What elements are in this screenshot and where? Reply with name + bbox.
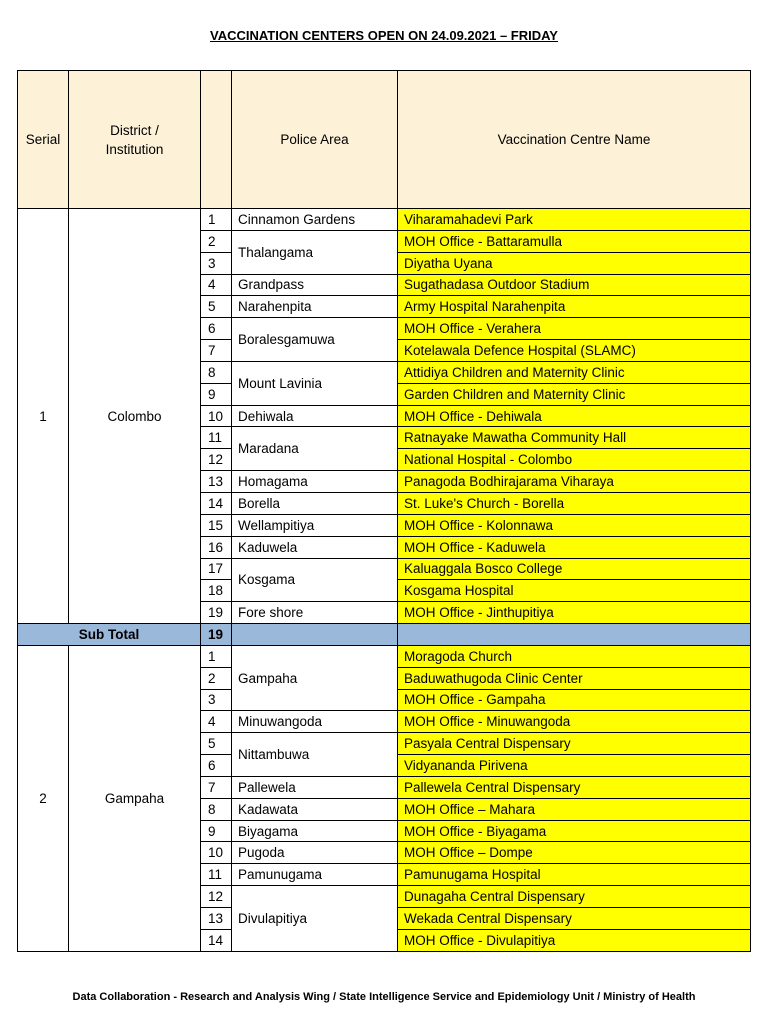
- centre-name: Pamunugama Hospital: [398, 864, 751, 886]
- centre-name: Attidiya Children and Maternity Clinic: [398, 362, 751, 384]
- police-area: Kosgama: [232, 559, 398, 603]
- centre-name: MOH Office - Jinthupitiya: [398, 602, 751, 624]
- centre-number: 9: [201, 821, 232, 843]
- centre-name: Ratnayake Mawatha Community Hall: [398, 427, 751, 449]
- police-area: Pallewela: [232, 777, 398, 799]
- header-district-line1: District /: [110, 122, 159, 138]
- subtotal-centre: [398, 624, 751, 646]
- centre-name: Pasyala Central Dispensary: [398, 733, 751, 755]
- centre-number: 7: [201, 777, 232, 799]
- district-name: Gampaha: [69, 646, 201, 952]
- centre-number: 8: [201, 362, 232, 384]
- header-district: [69, 70, 201, 209]
- centre-name: Sugathadasa Outdoor Stadium: [398, 275, 751, 297]
- centre-number: 3: [201, 690, 232, 712]
- centre-name: Wekada Central Dispensary: [398, 908, 751, 930]
- centre-name: MOH Office - Divulapitiya: [398, 930, 751, 952]
- centre-number: 11: [201, 864, 232, 886]
- police-area: Grandpass: [232, 275, 398, 297]
- police-area: Pamunugama: [232, 864, 398, 886]
- centre-number: 16: [201, 537, 232, 559]
- centre-number: 12: [201, 886, 232, 908]
- header-police-area: Police Area: [232, 70, 398, 209]
- district-serial: 1: [17, 209, 69, 624]
- centre-number: 2: [201, 231, 232, 253]
- page-title: VACCINATION CENTERS OPEN ON 24.09.2021 – FRIDAY: [210, 28, 558, 43]
- centre-number: 13: [201, 908, 232, 930]
- centre-number: 4: [201, 275, 232, 297]
- centre-number: 17: [201, 559, 232, 581]
- police-area: Homagama: [232, 471, 398, 493]
- centre-name: Army Hospital Narahenpita: [398, 296, 751, 318]
- vaccination-centres-table: [17, 70, 751, 949]
- centre-name: Kosgama Hospital: [398, 580, 751, 602]
- centre-number: 4: [201, 711, 232, 733]
- police-area: Wellampitiya: [232, 515, 398, 537]
- district-name: Colombo: [69, 209, 201, 624]
- centre-number: 14: [201, 930, 232, 952]
- header-district-line2: Institution: [105, 141, 164, 157]
- centre-name: Diyatha Uyana: [398, 253, 751, 275]
- centre-name: MOH Office - Gampaha: [398, 690, 751, 712]
- centre-number: 6: [201, 318, 232, 340]
- police-area: Pugoda: [232, 842, 398, 864]
- header-centre-name: Vaccination Centre Name: [398, 70, 751, 209]
- header-number: [201, 70, 232, 209]
- footer-credit: Data Collaboration - Research and Analysis Wing / State Intelligence Service and Epidemiology Unit / Ministry of Health: [72, 991, 696, 1003]
- centre-number: 6: [201, 755, 232, 777]
- police-area: Thalangama: [232, 231, 398, 275]
- centre-number: 9: [201, 384, 232, 406]
- police-area: Fore shore: [232, 602, 398, 624]
- centre-name: Dunagaha Central Dispensary: [398, 886, 751, 908]
- centre-name: St. Luke's Church - Borella: [398, 493, 751, 515]
- subtotal-police-area: [232, 624, 398, 646]
- centre-number: 3: [201, 253, 232, 275]
- centre-number: 1: [201, 646, 232, 668]
- police-area: Mount Lavinia: [232, 362, 398, 406]
- centre-name: MOH Office - Kaduwela: [398, 537, 751, 559]
- district-serial: 2: [17, 646, 69, 952]
- police-area: Biyagama: [232, 821, 398, 843]
- centre-number: 14: [201, 493, 232, 515]
- centre-name: MOH Office - Battaramulla: [398, 231, 751, 253]
- centre-number: 12: [201, 449, 232, 471]
- centre-name: MOH Office – Dompe: [398, 842, 751, 864]
- centre-number: 18: [201, 580, 232, 602]
- centre-name: Pallewela Central Dispensary: [398, 777, 751, 799]
- centre-name: MOH Office - Biyagama: [398, 821, 751, 843]
- centre-number: 8: [201, 799, 232, 821]
- centre-number: 11: [201, 427, 232, 449]
- police-area: Narahenpita: [232, 296, 398, 318]
- centre-number: 1: [201, 209, 232, 231]
- centre-name: MOH Office – Mahara: [398, 799, 751, 821]
- police-area: Maradana: [232, 427, 398, 471]
- centre-name: Kotelawala Defence Hospital (SLAMC): [398, 340, 751, 362]
- centre-name: Viharamahadevi Park: [398, 209, 751, 231]
- centre-name: Baduwathugoda Clinic Center: [398, 668, 751, 690]
- centre-number: 10: [201, 842, 232, 864]
- subtotal-label: Sub Total: [17, 624, 201, 646]
- centre-name: National Hospital - Colombo: [398, 449, 751, 471]
- centre-name: MOH Office - Kolonnawa: [398, 515, 751, 537]
- centre-number: 2: [201, 668, 232, 690]
- police-area: Cinnamon Gardens: [232, 209, 398, 231]
- centre-name: Vidyananda Pirivena: [398, 755, 751, 777]
- subtotal-count: 19: [201, 624, 232, 646]
- police-area: Kaduwela: [232, 537, 398, 559]
- police-area: Dehiwala: [232, 406, 398, 428]
- centre-name: MOH Office - Verahera: [398, 318, 751, 340]
- centre-number: 5: [201, 296, 232, 318]
- centre-name: MOH Office - Minuwangoda: [398, 711, 751, 733]
- centre-name: Garden Children and Maternity Clinic: [398, 384, 751, 406]
- police-area: Minuwangoda: [232, 711, 398, 733]
- centre-number: 13: [201, 471, 232, 493]
- police-area: Nittambuwa: [232, 733, 398, 777]
- police-area: Divulapitiya: [232, 886, 398, 952]
- centre-name: Moragoda Church: [398, 646, 751, 668]
- centre-name: MOH Office - Dehiwala: [398, 406, 751, 428]
- header-serial: Serial: [17, 70, 69, 209]
- centre-number: 10: [201, 406, 232, 428]
- police-area: Kadawata: [232, 799, 398, 821]
- centre-number: 15: [201, 515, 232, 537]
- police-area: Borella: [232, 493, 398, 515]
- centre-name: Panagoda Bodhirajarama Viharaya: [398, 471, 751, 493]
- centre-name: Kaluaggala Bosco College: [398, 559, 751, 581]
- police-area: Boralesgamuwa: [232, 318, 398, 362]
- centre-number: 7: [201, 340, 232, 362]
- centre-number: 5: [201, 733, 232, 755]
- police-area: Gampaha: [232, 646, 398, 712]
- centre-number: 19: [201, 602, 232, 624]
